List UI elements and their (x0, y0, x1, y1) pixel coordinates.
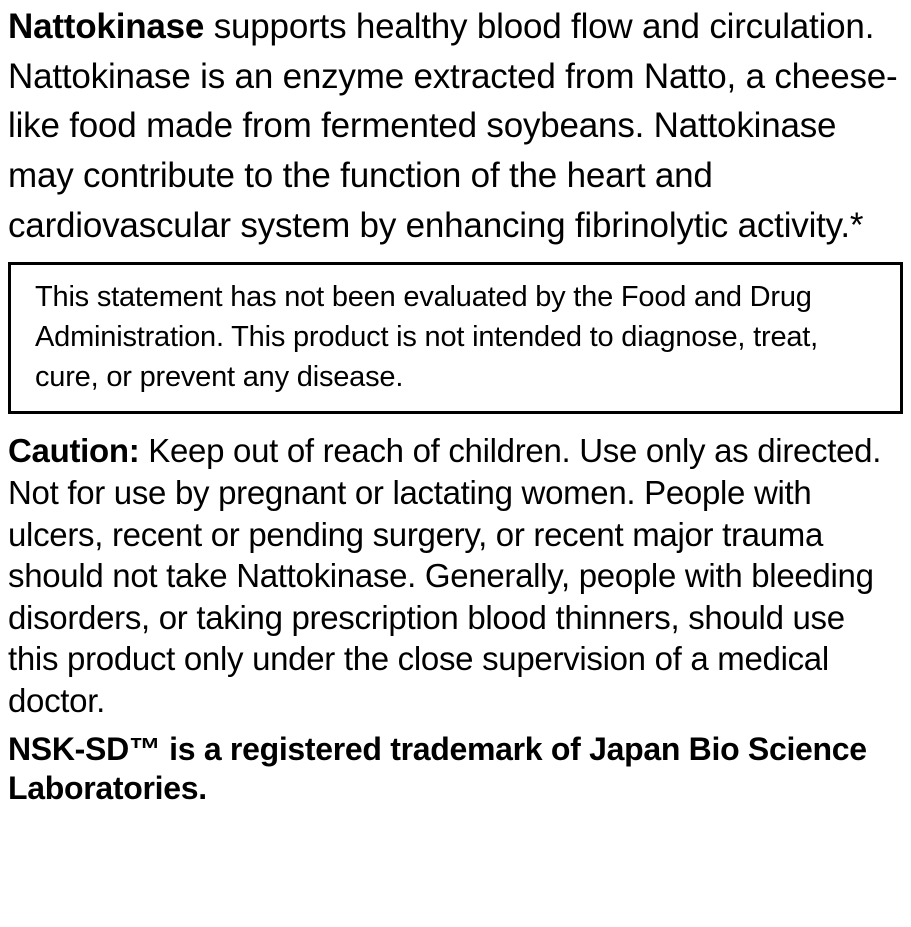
fda-disclaimer-box (8, 262, 903, 414)
product-name: Nattokinase (8, 7, 205, 46)
product-description (8, 0, 903, 250)
caution-heading: Caution: (8, 432, 140, 470)
fda-disclaimer-text: This statement has not been evaluated by the Food and Drug Administration. This product is not intended to diagnose, treat, cure, or prevent any disease. (35, 281, 819, 394)
product-description-text: supports healthy blood flow and circulation. Nattokinase is an enzyme extracted from Natto, a cheese-like food made from fermented soybeans. Nattokinase may contribute to the function of the heart and cardiovascular system by enhancing fibrinolytic activity.* (8, 7, 898, 245)
caution-statement (8, 414, 903, 721)
caution-text: Keep out of reach of children. Use only as directed. Not for use by pregnant or lactating women. People with ulcers, recent or pending surgery, or recent major trauma should not take Nattokinase. Generally, people with bleeding disorders, or taking prescription blood thinners, should use this product only under the close supervision of a medical doctor. (8, 432, 882, 719)
trademark-notice: NSK-SD™ is a registered trademark of Japan Bio Science Laboratories. (8, 730, 867, 807)
